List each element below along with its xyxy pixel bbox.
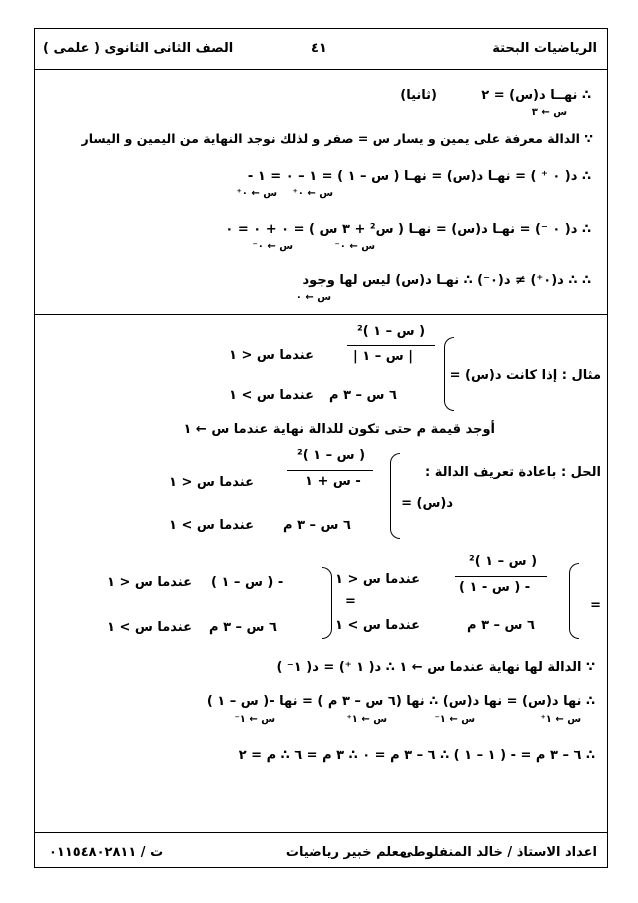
one-sided-sub-4: س ← ١⁻ xyxy=(234,714,275,725)
left-limit-sub-1: س ← ٠⁻ xyxy=(334,241,375,252)
left-limit-line: ∴ د( ٠ ⁻) = نهـا د(س) = نهـا ( س² + ٣ س ) = ٠ + ٠ = ٠ xyxy=(225,222,591,237)
example-fraction-bar xyxy=(347,345,435,346)
footer-phone: ت / ٠١١٥٤٨٠٢٨١١ xyxy=(49,845,164,860)
limit-subscript: س ← ٣ xyxy=(531,107,567,118)
solution-row1-condition: عندما س < ١ xyxy=(169,475,254,490)
block-expression-2: ٦ س – ٣ م xyxy=(467,618,535,633)
block-middle-equals: = xyxy=(345,594,356,609)
example-case2-condition: عندما س > ١ xyxy=(229,388,314,403)
header-divider xyxy=(35,69,607,70)
section-divider xyxy=(35,314,607,315)
final-solution-line: ∴ ٦ – ٣ م = - ( ١ – ١ ) ∴ ٦ – ٣ م = ٠ ∴ ٣ م = ٦ ∴ م = ٢ xyxy=(238,748,595,763)
left-limit-sub-2: س ← ٠⁻ xyxy=(252,241,293,252)
page-number: ٤١ xyxy=(311,41,327,56)
block-condition-1: عندما س < ١ xyxy=(335,572,420,587)
solution-row2-expression: ٦ س – ٣ م xyxy=(283,518,351,533)
footer-divider xyxy=(35,832,607,833)
no-limit-conclusion: ∴ ∴ د(٠⁺) ≠ د(٠⁻) ∴ نهـا د(س) ليس لها وجود xyxy=(302,273,591,288)
block-left-brace xyxy=(322,567,332,639)
right-limit-sub-2: س ← ٠⁺ xyxy=(236,188,277,199)
example-case1-condition: عندما س < ١ xyxy=(229,348,314,363)
header-grade: الصف الثانى الثانوى ( علمى ) xyxy=(43,41,234,56)
block-fraction-bar xyxy=(455,576,547,577)
block-numerator: ( س – ١ )² xyxy=(469,554,538,569)
one-sided-limits-line: ∴ نها د(س) = نها د(س) ∴ نها (٦ س – ٣ م ) = نها -( س – ١ ) xyxy=(206,694,595,709)
example-task: أوجد قيمة م حتى تكون للدالة نهاية عندما س ← ١ xyxy=(183,422,495,437)
domain-statement: ∵ الدالة معرفة على يمين و يسار س = صفر و لذلك نوجد النهاية من اليمين و اليسار xyxy=(81,131,593,146)
block-equals-sign: = xyxy=(590,598,601,613)
solution-row2-condition: عندما س > ١ xyxy=(169,518,254,533)
simplified-condition-1: عندما س < ١ xyxy=(107,575,192,590)
right-limit-line: ∴ د( ٠ ⁺ ) = نهـا د(س) = نهـا ( س – ١ ) = ١ – ٠ = ١ - xyxy=(247,169,591,184)
solution-brace xyxy=(390,453,400,539)
one-sided-sub-3: س ← ١⁺ xyxy=(346,714,387,725)
right-limit-sub-1: س ← ٠⁺ xyxy=(292,188,333,199)
solution-row1-denominator: - س + ١ xyxy=(305,474,361,489)
example-case2-expression: ٦ س – ٣ م xyxy=(329,388,397,403)
limit-note: (ثانيا) xyxy=(400,88,437,103)
one-sided-sub-2: س ← ١⁻ xyxy=(434,714,475,725)
example-brace xyxy=(444,337,454,411)
block-right-brace xyxy=(569,563,579,639)
limit-exists-statement: ∵ الدالة لها نهاية عندما س ← ١ ∴ د( ١ ⁺) = د( ١⁻ ) xyxy=(276,660,595,675)
block-condition-2: عندما س > ١ xyxy=(335,618,420,633)
solution-fraction-bar xyxy=(287,470,373,471)
worksheet-page xyxy=(34,28,608,868)
solution-function-label: د(س) = xyxy=(401,496,453,511)
example-case1-numerator: ( س – ١ )² xyxy=(357,324,426,339)
block-denominator: - ( س - ١ ) xyxy=(459,580,531,595)
one-sided-sub-1: س ← ١⁺ xyxy=(540,714,581,725)
limit-result-line: ∴ نهــا د(س) = ٢ xyxy=(481,88,591,103)
example-case1-denominator: | س – ١ | xyxy=(353,349,413,364)
footer-title: معلم خبير رياضيات xyxy=(285,845,407,860)
simplified-expression-1: - ( س – ١ ) xyxy=(211,575,284,590)
example-label: مثال : إذا كانت د(س) = xyxy=(449,368,601,383)
solution-label: الحل : باعادة تعريف الدالة : xyxy=(425,465,601,480)
simplified-condition-2: عندما س > ١ xyxy=(107,620,192,635)
no-limit-sub: س ← ٠ xyxy=(295,292,331,303)
simplified-expression-2: ٦ س – ٣ م xyxy=(209,620,277,635)
solution-row1-numerator: ( س – ١ )² xyxy=(297,448,366,463)
header-subject: الرياضيات البحتة xyxy=(492,41,597,56)
footer-author: اعداد الاستاذ / خالد المنفلوطى xyxy=(400,845,597,860)
